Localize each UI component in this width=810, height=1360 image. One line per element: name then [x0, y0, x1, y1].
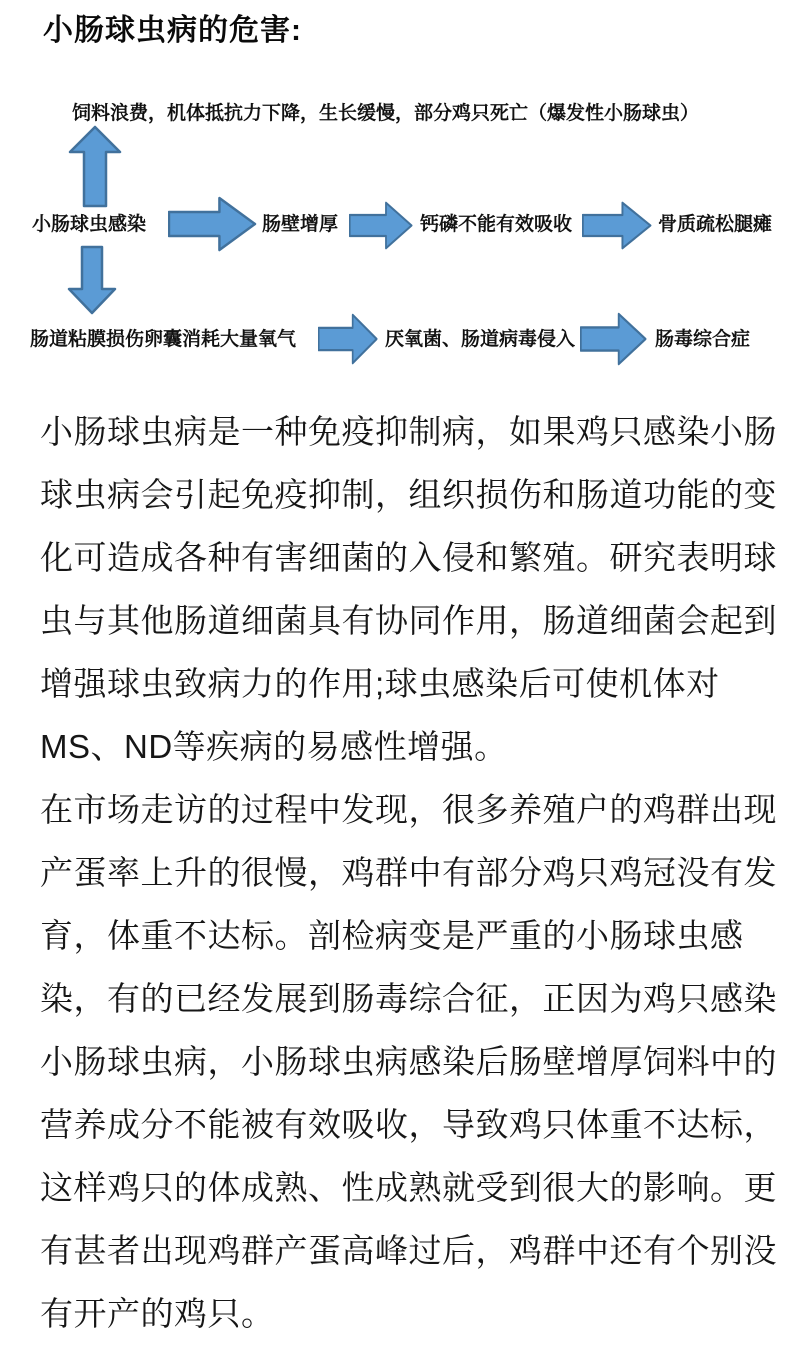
right-arrow-shape	[319, 315, 377, 363]
right-arrow-icon	[318, 313, 378, 365]
up-arrow-icon	[68, 125, 122, 208]
text-line: 小肠球虫病是一种免疫抑制病，如果鸡只感染小肠	[40, 413, 777, 450]
paragraph-field-observations	[40, 778, 780, 1345]
text-line: 球虫病会引起免疫抑制，组织损伤和肠道功能的变	[40, 476, 777, 513]
text-line: 营养成分不能被有效吸收，导致鸡只体重不达标，	[40, 1106, 777, 1143]
right-arrow-shape	[350, 203, 412, 249]
node-intestinal-wall: 肠壁增厚	[262, 214, 339, 235]
node-mucosa-damage: 肠道粘膜损伤卵囊消耗大量氧气	[30, 329, 297, 350]
paragraph-immune-suppression	[40, 400, 780, 778]
right-arrow-icon	[349, 201, 413, 250]
text-line: 有开产的鸡只。	[40, 1295, 275, 1332]
text-line: 有甚者出现鸡群产蛋高峰过后，鸡群中还有个别没	[40, 1232, 777, 1269]
right-arrow-shape	[169, 198, 255, 250]
node-anaerobic-invasion: 厌氧菌、肠道病毒侵入	[385, 329, 576, 350]
right-arrow-icon	[582, 201, 652, 250]
harm-flow-diagram	[0, 95, 810, 395]
right-arrow-icon	[168, 196, 257, 252]
node-calcium-absorption: 钙磷不能有效吸收	[420, 214, 573, 235]
text-line: 增强球虫致病力的作用;球虫感染后可使机体对	[40, 665, 720, 702]
node-infection: 小肠球虫感染	[32, 214, 147, 235]
node-osteoporosis: 骨质疏松腿瘫	[658, 214, 773, 235]
page-title: 小肠球虫病的危害:	[43, 14, 302, 47]
text-line: 染，有的已经发展到肠毒综合征，正因为鸡只感染	[40, 980, 777, 1017]
text-line: MS、ND等疾病的易感性增强。	[40, 728, 508, 765]
right-arrow-shape	[581, 314, 646, 364]
text-line: 小肠球虫病，小肠球虫病感染后肠壁增厚饲料中的	[40, 1043, 777, 1080]
up-arrow-shape	[70, 127, 120, 206]
text-line: 虫与其他肠道细菌具有协同作用，肠道细菌会起到	[40, 602, 777, 639]
down-arrow-icon	[67, 245, 117, 315]
text-line: 育，体重不达标。剖检病变是严重的小肠球虫感	[40, 917, 744, 954]
diagram-top-caption: 饲料浪费，机体抵抗力下降，生长缓慢，部分鸡只死亡（爆发性小肠球虫）	[72, 103, 700, 124]
node-enterotoxic-syndrome: 肠毒综合症	[655, 329, 751, 350]
text-line: 这样鸡只的体成熟、性成熟就受到很大的影响。更	[40, 1169, 777, 1206]
text-line: 产蛋率上升的很慢，鸡群中有部分鸡只鸡冠没有发	[40, 854, 777, 891]
down-arrow-shape	[69, 247, 115, 313]
right-arrow-shape	[583, 203, 651, 249]
text-line: 在市场走访的过程中发现，很多养殖户的鸡群出现	[40, 791, 777, 828]
text-line: 化可造成各种有害细菌的入侵和繁殖。研究表明球	[40, 539, 777, 576]
body-text	[40, 400, 780, 1345]
right-arrow-icon	[580, 312, 647, 366]
